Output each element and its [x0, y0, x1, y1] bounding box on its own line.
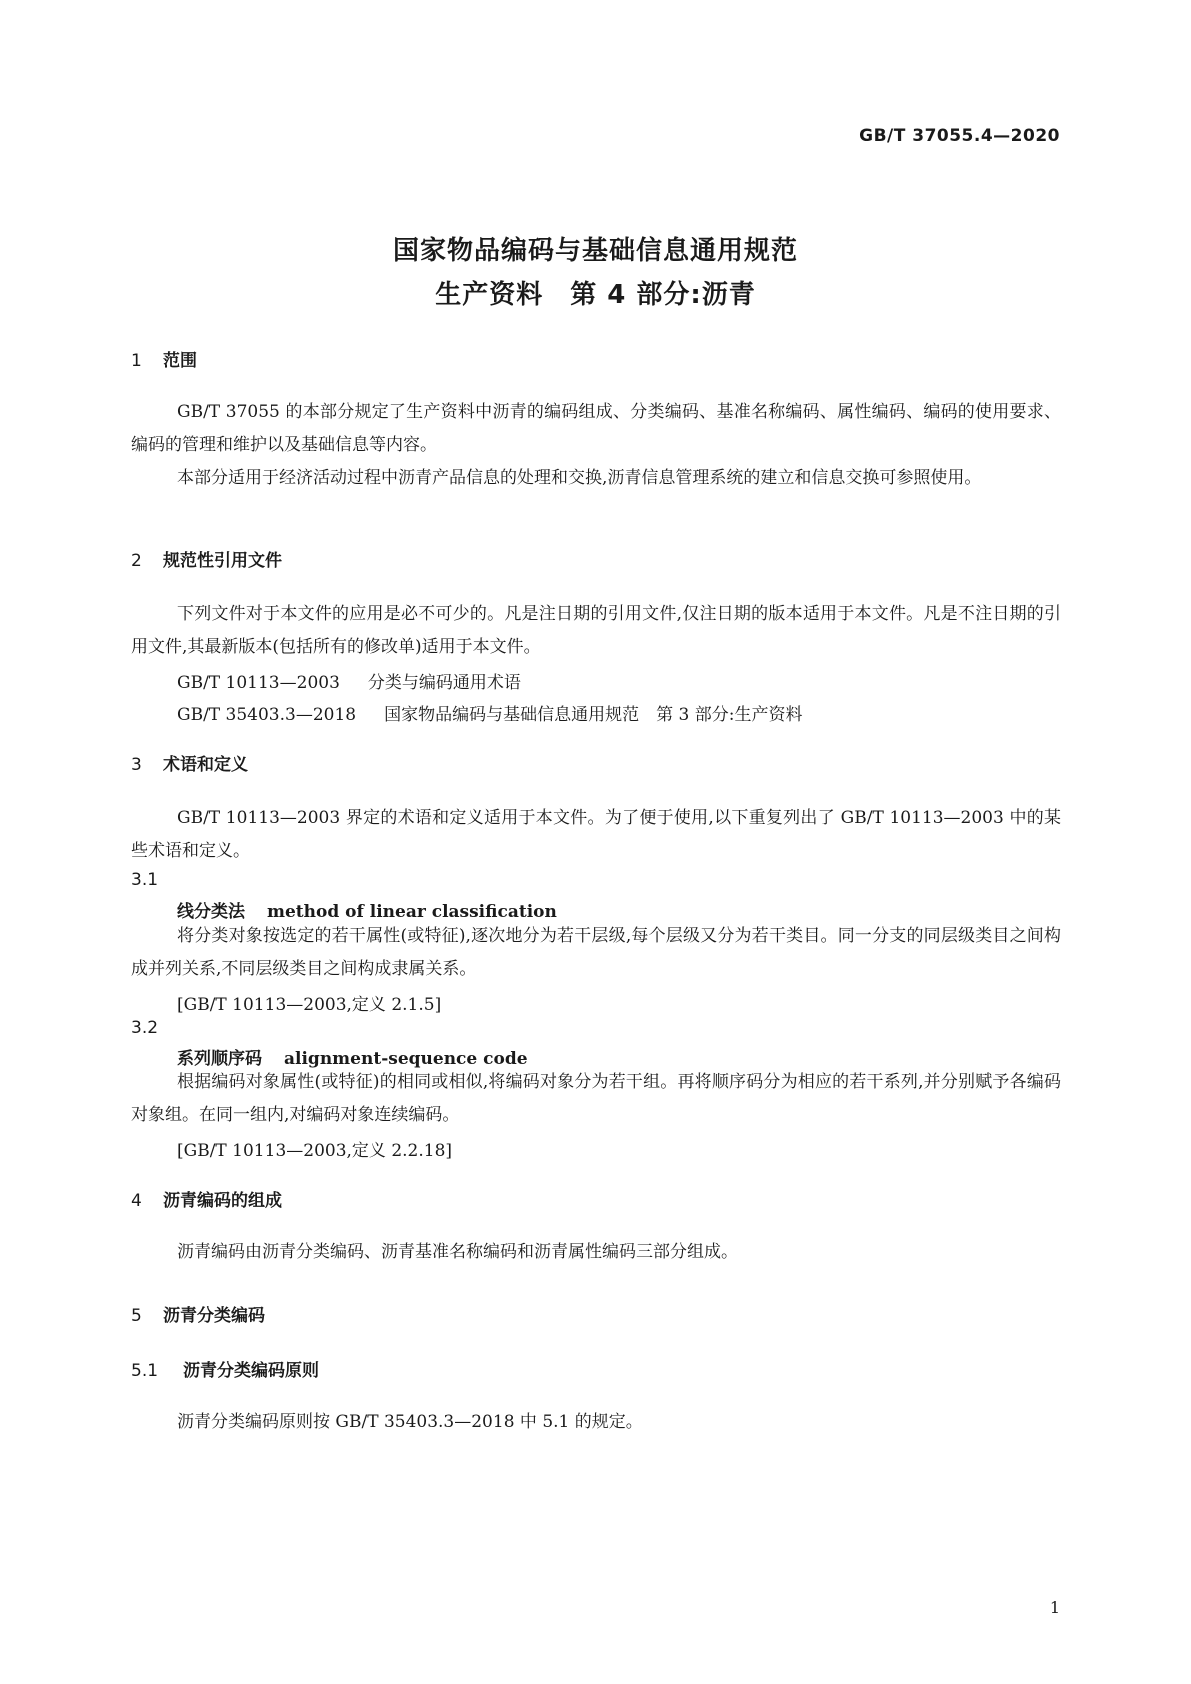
section-2-heading: [131, 546, 282, 571]
section-1-paragraph-2: 本部分适用于经济活动过程中沥青产品信息的处理和交换,沥青信息管理系统的建立和信息交换可参照使用。: [177, 468, 982, 488]
term-en: alignment-sequence code: [284, 1049, 528, 1069]
section-title: 沥青分类编码: [163, 1306, 265, 1326]
section-number: 1: [131, 351, 142, 371]
term-zh: 线分类法: [177, 902, 245, 922]
term-en: method of linear classification: [267, 902, 557, 922]
section-2-paragraph-1: 下列文件对于本文件的应用是必不可少的。凡是注日期的引用文件,仅注日期的版本适用于本文件。凡是不注日期的引用文件,其最新版本(包括所有的修改单)适用于本文件。: [131, 604, 1061, 657]
term-source: [GB/T 10113—2003,定义 2.2.18]: [177, 1141, 453, 1161]
section-1-heading: [131, 346, 197, 371]
section-number: 5.1: [131, 1361, 159, 1381]
term-heading: [177, 897, 557, 922]
term-zh: 系列顺序码: [177, 1049, 262, 1069]
section-number: 3: [131, 755, 142, 775]
section-title: 沥青分类编码原则: [183, 1361, 319, 1381]
standard-code: GB/T 37055.4—2020: [859, 126, 1060, 146]
reference-title: 国家物品编码与基础信息通用规范 第 3 部分:生产资料: [384, 705, 803, 725]
reference-code: GB/T 35403.3—2018: [177, 705, 357, 725]
section-5-1-paragraph-1: 沥青分类编码原则按 GB/T 35403.3—2018 中 5.1 的规定。: [177, 1412, 643, 1432]
document-title-line2: 生产资料 第 4 部分:沥青: [435, 280, 756, 310]
section-4-heading: [131, 1186, 282, 1211]
section-3-paragraph-1: GB/T 10113—2003 界定的术语和定义适用于本文件。为了便于使用,以下重复列出了 GB/T 10113—2003 中的某些术语和定义。: [131, 808, 1061, 861]
section-4-paragraph-1: 沥青编码由沥青分类编码、沥青基准名称编码和沥青属性编码三部分组成。: [177, 1242, 738, 1262]
section-title: 范围: [163, 351, 197, 371]
section-5-heading: [131, 1301, 265, 1326]
section-title: 规范性引用文件: [163, 551, 282, 571]
section-number: 2: [131, 551, 142, 571]
page-number: 1: [1049, 1598, 1060, 1617]
normative-reference-1: [177, 668, 521, 693]
term-source: [GB/T 10113—2003,定义 2.1.5]: [177, 995, 442, 1015]
section-5-1-heading: [131, 1356, 319, 1381]
reference-title: 分类与编码通用术语: [367, 673, 521, 693]
section-number: 5: [131, 1306, 142, 1326]
section-title: 术语和定义: [163, 755, 248, 775]
section-1-paragraph-1: GB/T 37055 的本部分规定了生产资料中沥青的编码组成、分类编码、基准名称编码、属性编码、编码的使用要求、编码的管理和维护以及基础信息等内容。: [131, 402, 1061, 455]
term-number: 3.2: [131, 1018, 159, 1038]
reference-code: GB/T 10113—2003: [177, 673, 340, 693]
section-number: 4: [131, 1191, 142, 1211]
normative-reference-2: [177, 700, 802, 725]
term-number: 3.1: [131, 870, 159, 890]
document-title-line1: 国家物品编码与基础信息通用规范: [392, 236, 798, 266]
section-3-heading: [131, 750, 248, 775]
section-title: 沥青编码的组成: [163, 1191, 282, 1211]
term-definition: 将分类对象按选定的若干属性(或特征),逐次地分为若干层级,每个层级又分为若干类目。同一分支的同层级类目之间构成并列关系,不同层级类目之间构成隶属关系。: [131, 926, 1061, 979]
term-definition: 根据编码对象属性(或特征)的相同或相似,将编码对象分为若干组。再将顺序码分为相应的若干系列,并分别赋予各编码对象组。在同一组内,对编码对象连续编码。: [131, 1072, 1061, 1125]
